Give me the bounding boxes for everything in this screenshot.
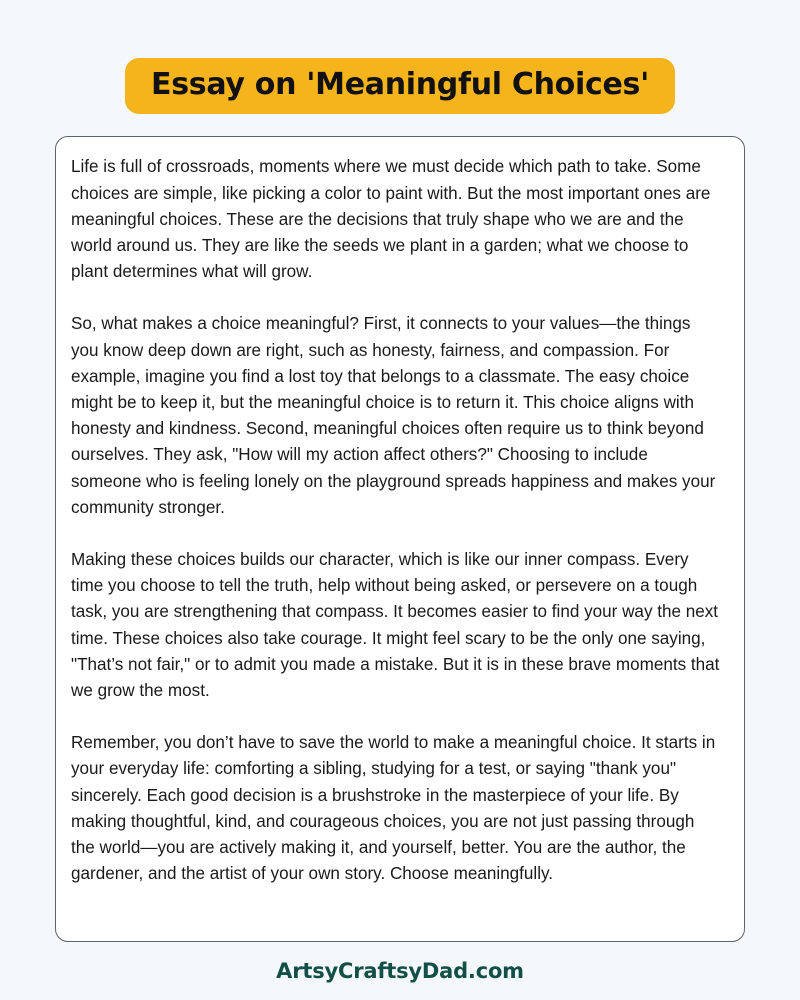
essay-paragraph-2: So, what makes a choice meaningful? First, it connects to your values—the things you know deep down are right, such as honesty, fairness, and compassion. For example, imagine you find a lost toy that belongs to a classmate. The easy choice might be to keep it, but the meaningful choice is to return it. This choice aligns with honesty and kindness. Second, meaningful choices often require us to think beyond ourselves. They ask, "How will my action affect others?" Choosing to include someone who is feeling lonely on the playground spreads happiness and makes your community stronger. bbox=[71, 314, 716, 517]
essay-body bbox=[71, 154, 722, 887]
essay-paragraph-3: Making these choices builds our character, which is like our inner compass. Every time you choose to tell the truth, help without being asked, or persevere on a tough task, you are strengthening that compass. It becomes easier to find your way the next time. These choices also take courage. It might feel scary to be the only one saying, "That’s not fair," or to admit you made a mistake. But it is in these brave moments that we grow the most. bbox=[71, 550, 720, 701]
page-title: Essay on 'Meaningful Choices' bbox=[151, 67, 649, 102]
essay-paragraph-1: Life is full of crossroads, moments where we must decide which path to take. Some choices are simple, like picking a color to paint with. But the most important ones are meaningful choices. These are the decisions that truly shape who we are and the world around us. They are like the seeds we plant in a garden; what we choose to plant determines what will grow. bbox=[71, 157, 711, 282]
essay-content-card bbox=[55, 136, 745, 942]
site-brand-footer: ArtsyCraftsyDad.com bbox=[276, 959, 524, 984]
essay-title-badge bbox=[125, 58, 675, 114]
essay-paragraph-4: Remember, you don’t have to save the world to make a meaningful choice. It starts in your everyday life: comforting a sibling, studying for a test, or saying "thank you" sincerely. Each good decision is a brushstroke in the masterpiece of your life. By making thoughtful, kind, and courageous choices, you are not just passing through the world—you are actively making it, and yourself, better. You are the author, the gardener, and the artist of your own story. Choose meaningfully. bbox=[71, 733, 716, 884]
